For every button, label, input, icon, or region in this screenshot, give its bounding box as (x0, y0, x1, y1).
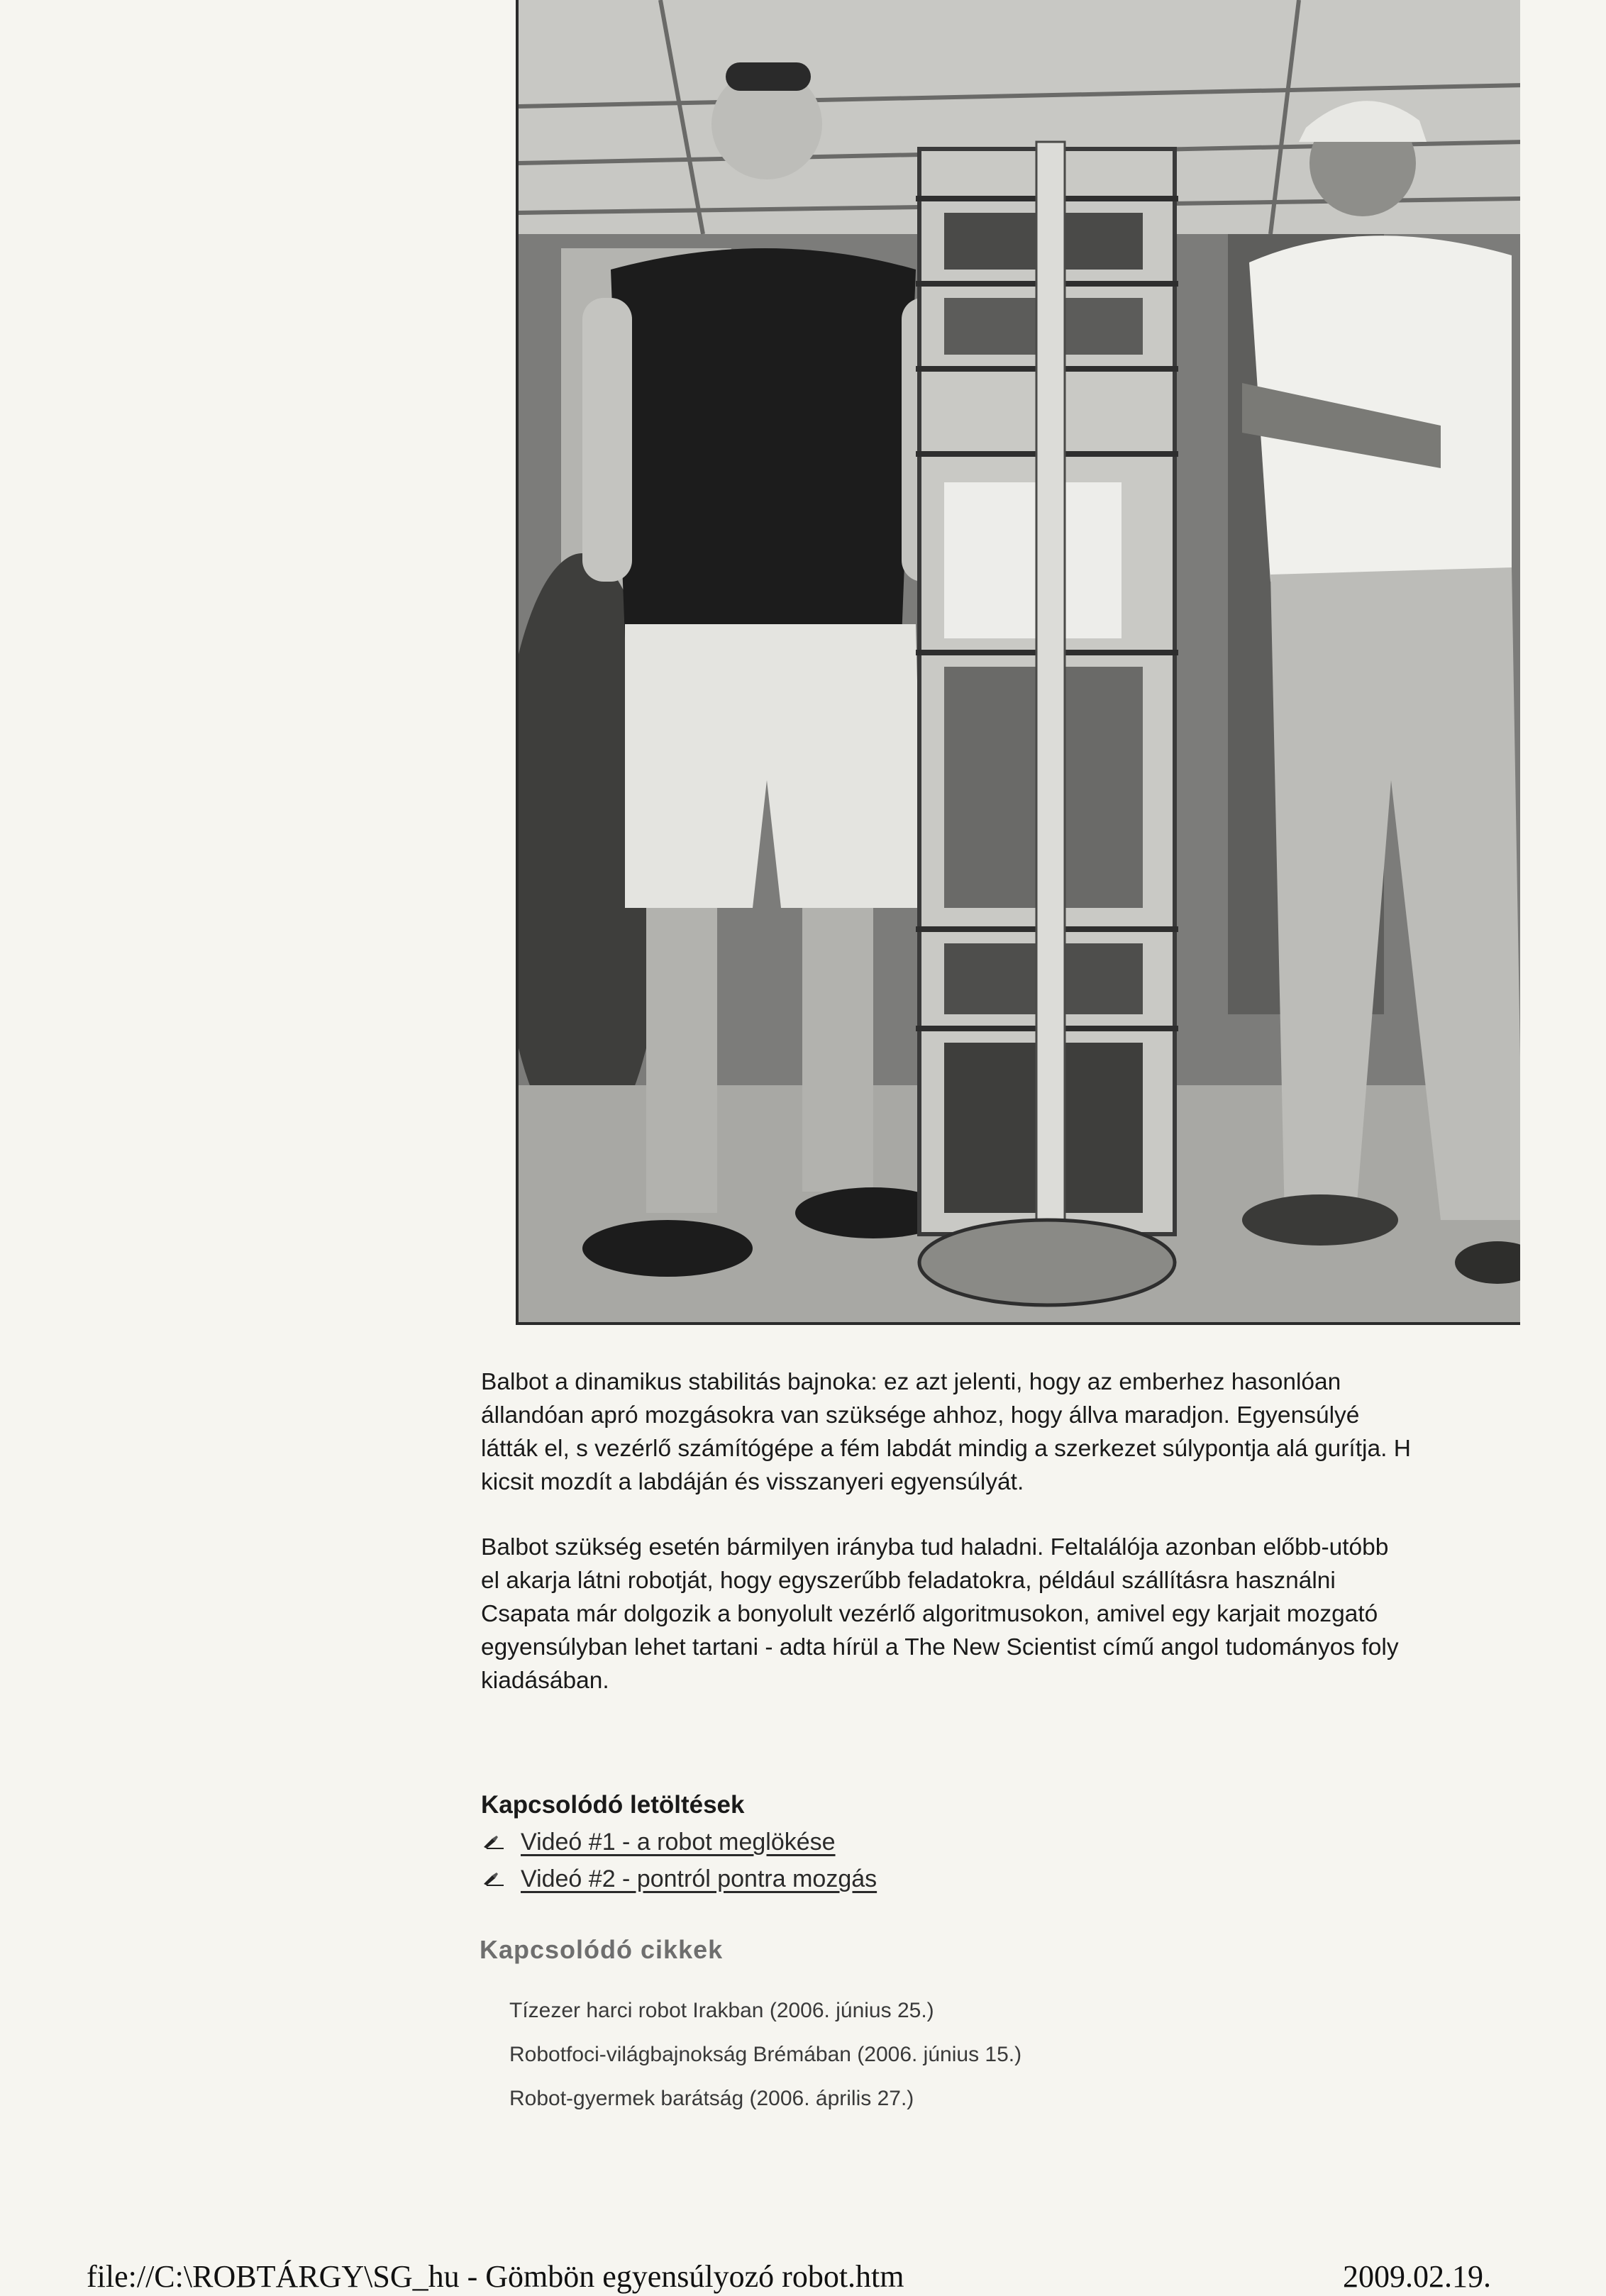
download-item[interactable] (481, 1824, 877, 1860)
downloads-heading: Kapcsolódó letöltések (481, 1791, 745, 1819)
pen-icon (482, 1835, 506, 1849)
download-link[interactable]: Videó #1 - a robot meglökése (521, 1829, 836, 1856)
download-item[interactable] (481, 1860, 877, 1897)
paragraph-line: látták el, s vezérlő számítógépe a fém labdát mindig a szerkezet súlypontja alá gurítja. H (481, 1436, 1411, 1462)
related-article-link[interactable]: Tízezer harci robot Irakban (2006. június 25.) (509, 1999, 934, 2022)
paragraph-line: egyensúlyban lehet tartani - adta hírül a The New Scientist című angol tudományos foly (481, 1634, 1399, 1660)
related-article-link[interactable]: Robotfoci-világbajnokság Brémában (2006. június 15.) (509, 2043, 1022, 2066)
related-articles-heading: Kapcsolódó cikkek (480, 1935, 724, 1964)
downloads-list (481, 1824, 877, 1897)
article-body (481, 1365, 1521, 1697)
print-footer-date: 2009.02.19. (1343, 2259, 1491, 2294)
article-paragraph-2 (481, 1531, 1521, 1697)
article-photo (516, 0, 1520, 1325)
paragraph-line: Balbot szükség esetén bármilyen irányba tud haladni. Feltalálója azonban előbb-utóbb (481, 1534, 1389, 1560)
paragraph-line: Balbot a dinamikus stabilitás bajnoka: ez azt jelenti, hogy az emberhez hasonlóan (481, 1369, 1341, 1395)
print-footer-url: file://C:\ROBTÁRGY\SG_hu - Gömbön egyensúlyozó robot.htm (87, 2259, 904, 2294)
paragraph-line: Csapata már dolgozik a bonyolult vezérlő algoritmusokon, amivel egy karjait mozgató (481, 1601, 1378, 1627)
download-link[interactable]: Videó #2 - pontról pontra mozgás (521, 1865, 877, 1892)
related-articles (480, 1935, 1021, 2121)
paragraph-line: állandóan apró mozgásokra van szüksége ahhoz, hogy állva maradjon. Egyensúlyé (481, 1402, 1360, 1429)
article-paragraph-1 (481, 1365, 1521, 1499)
related-article-link[interactable]: Robot-gyermek barátság (2006. április 27.) (509, 2087, 914, 2110)
paragraph-line: el akarja látni robotját, hogy egyszerűbb feladatokra, például szállításra használni (481, 1568, 1336, 1594)
pen-icon (482, 1872, 506, 1886)
related-downloads (481, 1791, 877, 1897)
related-articles-list (480, 1989, 1021, 2121)
paragraph-line: kiadásában. (481, 1668, 609, 1694)
robot-photo-illustration (519, 0, 1520, 1325)
paragraph-line: kicsit mozdít a labdáján és visszanyeri egyensúlyát. (481, 1469, 1024, 1495)
